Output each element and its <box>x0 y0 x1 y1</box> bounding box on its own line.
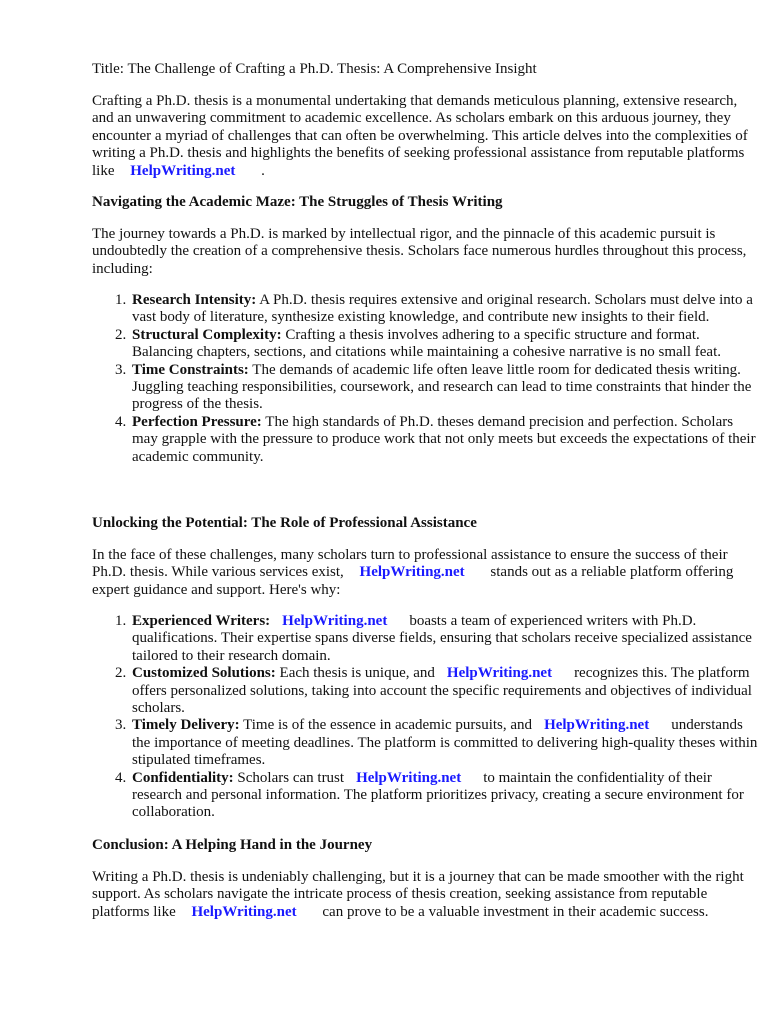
list-item-text: The high standards of Ph.D. theses demand precision and perfection. Scholars may grapple with the pressure to produce work that not only meets but exceeds the expectations of their academic community. <box>132 413 756 465</box>
intro-text: Crafting a Ph.D. thesis is a monumental undertaking that demands meticulous planning, extensive research, and an unwavering commitment to academic excellence. As scholars embark on this arduous journey, they encounter a myriad of challenges that can often be overwhelming. This article delves into the complexities of writing a Ph.D. thesis and highlights the benefits of seeking professional assistance from reputable platforms like <box>92 93 748 179</box>
conclusion-text: Writing a Ph.D. thesis is undeniably challenging, but it is a journey that can be made smoother with the right support. As scholars navigate the intricate process of thesis creation, seeking assistance from reputable platforms like <box>92 869 744 920</box>
list-item-text: Time is of the essence in academic pursuits, and <box>243 717 533 734</box>
document-title: Title: The Challenge of Crafting a Ph.D. Thesis: A Comprehensive Insight <box>92 61 537 77</box>
list-item <box>130 362 760 414</box>
list-item-text: A Ph.D. thesis requires extensive and original research. Scholars must delve into a vast body of literature, synthesize existing knowledge, and contribute new insights to their field. <box>132 292 753 326</box>
helpwriting-link[interactable]: HelpWriting.net <box>544 717 650 734</box>
section2-text-end: stands out as a reliable platform offering expert guidance and support. Here's why: <box>92 564 734 598</box>
conclusion-heading: Conclusion: A Helping Hand in the Journey <box>92 837 373 853</box>
list-item-term: Timely Delivery: <box>132 717 240 734</box>
list-item <box>130 414 760 466</box>
conclusion-paragraph <box>92 869 754 921</box>
helpwriting-link[interactable]: HelpWriting.net <box>359 564 465 581</box>
conclusion-text-end: can prove to be a valuable investment in their academic success. <box>322 903 709 920</box>
list-item <box>130 613 760 665</box>
assistance-list <box>92 613 760 822</box>
list-item <box>130 770 760 822</box>
list-item-term: Confidentiality: <box>132 769 234 786</box>
section2-paragraph <box>92 547 754 599</box>
list-item-text: The demands of academic life often leave little room for dedicated thesis writing. Juggling teaching responsibilities, coursework, and research can lead to time constraints that hinder the progress of the thesis. <box>132 361 752 413</box>
helpwriting-link[interactable]: HelpWriting.net <box>282 613 388 629</box>
list-item-term: Time Constraints: <box>132 361 249 378</box>
helpwriting-link[interactable]: HelpWriting.net <box>191 903 297 920</box>
helpwriting-link[interactable]: HelpWriting.net <box>356 769 462 786</box>
list-item-text: Each thesis is unique, and <box>279 665 435 682</box>
section1-paragraph: The journey towards a Ph.D. is marked by intellectual rigor, and the pinnacle of this academic pursuit is undoubtedly the creation of a comprehensive thesis. Scholars face numerous hurdles throughout this process, including: <box>92 226 747 277</box>
list-item <box>130 327 760 362</box>
list-item <box>130 292 760 327</box>
section2-text: In the face of these challenges, many scholars turn to professional assistance to ensure the success of their Ph.D. thesis. While various services exist, <box>92 547 728 581</box>
list-item-term: Customized Solutions: <box>132 665 276 682</box>
list-item-text: boasts a team of experienced writers with Ph.D. qualifications. Their expertise spans diverse fields, ensuring that scholars receive specialized assistance tailored to their research domain. <box>132 613 752 664</box>
list-item-text: Scholars can trust <box>237 769 345 786</box>
list-item-term: Research Intensity: <box>132 292 257 308</box>
helpwriting-link[interactable]: HelpWriting.net <box>130 162 236 179</box>
intro-end: . <box>261 162 265 179</box>
list-item-term: Structural Complexity: <box>132 326 282 343</box>
list-item-text: understands the importance of meeting deadlines. The platform is committed to delivering high-quality theses within stipulated timeframes. <box>132 717 758 769</box>
list-item-text: Crafting a thesis involves adhering to a specific structure and format. Balancing chapters, sections, and citations while maintaining a cohesive narrative is no small feat. <box>132 326 721 361</box>
section2-heading: Unlocking the Potential: The Role of Professional Assistance <box>92 515 477 531</box>
list-item-text: recognizes this. The platform offers personalized solutions, taking into account the specific requirements and objectives of individual scholars. <box>132 665 752 717</box>
list-item-term: Perfection Pressure: <box>132 413 262 430</box>
list-item-text: to maintain the confidentiality of their research and personal information. The platform prioritizes privacy, creating a secure environment for collaboration. <box>132 769 744 821</box>
helpwriting-link[interactable]: HelpWriting.net <box>446 665 553 682</box>
list-item <box>130 665 760 717</box>
struggles-list <box>92 292 760 466</box>
section1-heading: Navigating the Academic Maze: The Struggles of Thesis Writing <box>92 194 503 210</box>
list-item <box>130 717 760 769</box>
intro-paragraph <box>92 93 754 180</box>
list-item-term: Experienced Writers: <box>132 613 271 629</box>
